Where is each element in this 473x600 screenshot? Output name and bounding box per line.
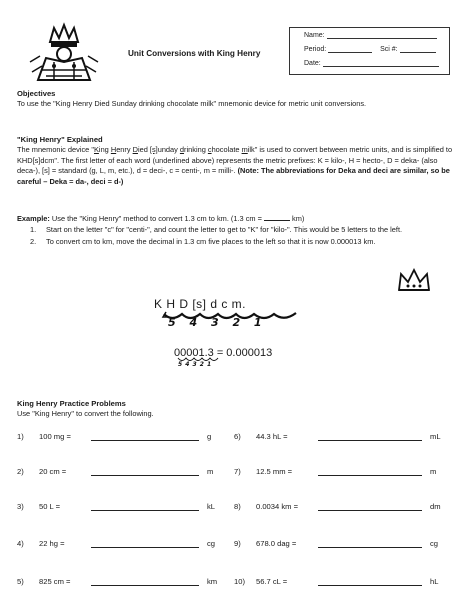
problem-given: 50 L =: [39, 502, 61, 511]
answer-blank[interactable]: [318, 467, 422, 476]
problem-number: 6): [234, 432, 241, 441]
problem-unit: km: [207, 577, 218, 586]
example-step: 2. To convert cm to km, move the decimal in 1.3 cm five places to the left so that it is now 0.000013 km.: [30, 236, 376, 246]
abbreviation-note: (Note: The abbreviations for Deka and deci are similar, so be careful – Deka = da-, deci = d-): [17, 166, 450, 186]
problem-number: 4): [17, 539, 24, 548]
shifted-number: 00001.3: [174, 347, 214, 359]
name-label: Name:: [304, 32, 325, 39]
practice-problem: [234, 502, 441, 511]
answer-blank[interactable]: [91, 539, 199, 548]
problem-unit: cg: [430, 539, 439, 548]
problem-given: 56.7 cL =: [256, 577, 288, 586]
answer-blank[interactable]: [91, 577, 199, 586]
answer-blank[interactable]: [318, 432, 422, 441]
practice-problem: [17, 577, 217, 586]
objectives-heading: Objectives: [17, 89, 56, 98]
period-label: Period:: [304, 46, 327, 53]
practice-heading: King Henry Practice Problems: [17, 399, 126, 408]
problem-number: 8): [234, 502, 241, 511]
science-field[interactable]: [400, 45, 436, 53]
explained-heading: "King Henry" Explained: [17, 135, 103, 144]
problem-unit: hL: [430, 577, 439, 586]
converted-value: = 0.000013: [213, 347, 273, 359]
problem-number: 5): [17, 577, 24, 586]
practice-problem: [234, 467, 436, 476]
practice-problem: [17, 502, 215, 511]
problem-number: 1): [17, 432, 24, 441]
mnemonic-letters: K H D [s] d c m.: [154, 297, 247, 311]
king-henry-icon: [24, 22, 104, 84]
crown-icon: [396, 268, 432, 294]
example-step: 1. Start on the letter "c" for "centi-", and count the letter to get to "K" for "kilo-". This would be 5 letters to the left.: [30, 225, 403, 234]
answer-blank[interactable]: [318, 577, 422, 586]
problem-unit: g: [207, 432, 212, 441]
problem-given: 20 cm =: [39, 467, 67, 476]
problem-given: 44.3 hL =: [256, 432, 288, 441]
practice-problem: [17, 539, 215, 548]
answer-blank[interactable]: [318, 502, 422, 511]
practice-problem: [234, 432, 441, 441]
period-field[interactable]: [328, 45, 372, 53]
objectives-text: To use the "King Henry Died Sunday drinking chocolate milk" mnemonic device for metric unit conversions.: [17, 99, 367, 108]
problem-given: 22 hg =: [39, 539, 65, 548]
example-answer-blank[interactable]: [264, 220, 290, 221]
explained-text: The mnemonic device "King Henry Died [s]unday drinking chocolate milk" is used to convert between metric units, and is simplified to KHD[s]dcm". The first letter of each word (underlined above) represents the metric prefixes: K = kilo-, H = hecto-, D = deka- (also deca-), [s] = standard (g, L, m, etc.), d = deci-, c = centi-, m = milli-. (Note: The abbreviations for Deka and deci are similar, so be careful – Deka = da-, deci = d-): [17, 145, 453, 186]
problem-number: 7): [234, 467, 241, 476]
problem-unit: kL: [207, 502, 216, 511]
problem-number: 9): [234, 539, 241, 548]
period-row: [304, 45, 436, 53]
answer-blank[interactable]: [91, 467, 199, 476]
problem-number: 10): [234, 577, 245, 586]
student-info-box: [289, 27, 450, 75]
problem-given: 12.5 mm =: [256, 467, 293, 476]
practice-problem: [234, 577, 438, 586]
answer-blank[interactable]: [318, 539, 422, 548]
example-label: Example:: [17, 214, 50, 223]
problem-number: 3): [17, 502, 24, 511]
problem-unit: mL: [430, 432, 441, 441]
problem-given: 825 cm =: [39, 577, 71, 586]
date-row: [304, 59, 439, 67]
practice-problem: [17, 432, 211, 441]
example-text: Example: Use the "King Henry" method to convert 1.3 cm to km. (1.3 cm = km): [17, 214, 305, 223]
science-label: Sci #:: [380, 46, 398, 53]
answer-blank[interactable]: [91, 502, 199, 511]
worksheet-title: Unit Conversions with King Henry: [128, 49, 261, 58]
problem-number: 2): [17, 467, 24, 476]
handwritten-counts: 5 4 3 2 1: [168, 316, 267, 329]
problem-given: 100 mg =: [39, 432, 71, 441]
problem-given: 0.0034 km =: [256, 502, 299, 511]
date-label: Date:: [304, 60, 321, 67]
problem-unit: m: [430, 467, 437, 476]
practice-instruction: Use "King Henry" to convert the following.: [17, 409, 154, 418]
problem-unit: dm: [430, 502, 441, 511]
handwritten-small-counts: 5 4 3 2 1: [178, 361, 212, 368]
name-row: [304, 31, 437, 39]
name-field[interactable]: [327, 31, 437, 39]
example-steps: [30, 225, 455, 247]
answer-blank[interactable]: [91, 432, 199, 441]
problem-given: 678.0 dag =: [256, 539, 297, 548]
problem-unit: m: [207, 467, 214, 476]
practice-problem: [234, 539, 438, 548]
date-field[interactable]: [323, 59, 439, 67]
problem-unit: cg: [207, 539, 216, 548]
practice-problem: [17, 467, 213, 476]
